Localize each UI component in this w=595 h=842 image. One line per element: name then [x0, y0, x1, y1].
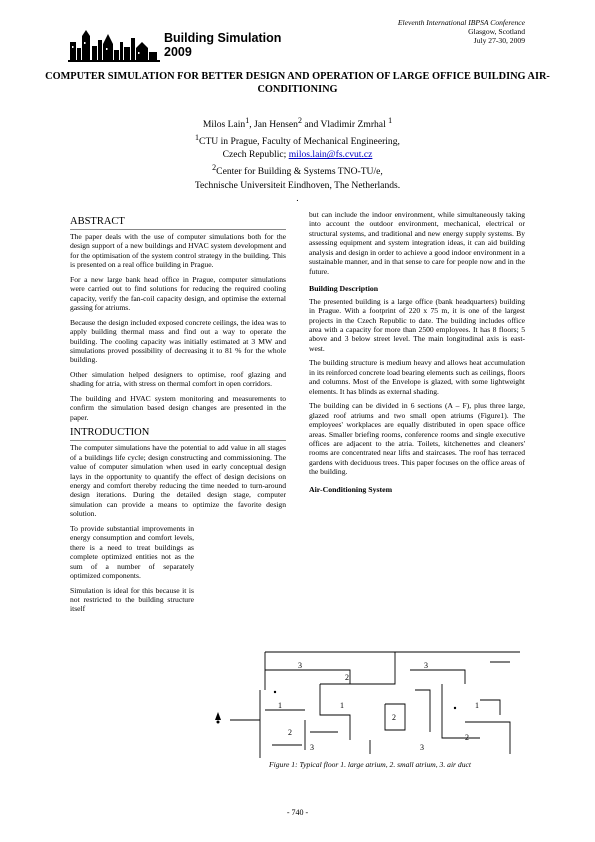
figure-caption: Figure 1: Typical floor 1. large atrium, 2. small atrium, 3. air duct: [268, 760, 471, 769]
paper-title: COMPUTER SIMULATION FOR BETTER DESIGN AND OPERATION OF LARGE OFFICE BUILDING AIR-CONDITIONING: [45, 71, 550, 95]
plan-label: 1: [475, 701, 479, 710]
author-dot: .: [296, 192, 299, 204]
building-description-heading: Building Description: [309, 284, 379, 294]
conference-dates: July 27-30, 2009: [473, 36, 525, 45]
air-conditioning-heading: Air-Conditioning System: [309, 484, 393, 494]
body-paragraph: The presented building is a large office (bank headquarters) building in Prague. With a footprint of 220 x 75 m, it is one of the largest projects in the Czech Republic to date. The building includes office area with a capacity for more than 2500 employees. It has 8 floors; 5 above and 3 below street level. The main longitudinal axis is east-west.: [309, 296, 525, 353]
affiliation-1-country: Czech Republic; milos.lain@fs.cvut.cz: [222, 149, 373, 161]
building-simulation-logo-icon: [68, 22, 308, 64]
introduction-paragraph: To provide substantial improvements in energy consumption and comfort levels, there is a need to treat buildings as complete optimized entities not as the sum of a number of separately optimized components.: [70, 523, 194, 581]
conference-header: [398, 18, 525, 45]
author-block: [60, 114, 535, 205]
abstract-paragraph: Other simulation helped designers to optimise, roof glazing and shading for atria, with stress on thermal comfort in open corridors.: [70, 369, 286, 389]
body-paragraph: but can include the indoor environment, while simultaneously taking into account the outdoor environment, mechanical, electrical or structural systems, and traditional and new energy supply systems. By assessing equipment and system integration ideas, it can aid building analysis and design in order to achieve a good indoor environment in a sustainable manner, and in that sense to care for people now and in the future.: [309, 210, 525, 276]
abstract-paragraph: The building and HVAC system monitoring and measurements to confirm the simulation based design changes are presented in the paper.: [70, 393, 286, 422]
plan-label: 2: [465, 733, 469, 742]
plan-label: 2: [345, 673, 349, 682]
plan-label: 3: [310, 743, 314, 752]
introduction-heading: INTRODUCTION: [70, 427, 286, 441]
conference-logo: [68, 22, 308, 64]
right-column: [309, 210, 525, 497]
affiliation-1: $^1$CTU in Prague, Faculty of Mechanical Engineering,: [195, 133, 400, 148]
page-number: - 740 -: [286, 808, 309, 817]
introduction-paragraph: The computer simulations have the potential to add value in all stages of a buildings life cycle; design constructing and commissioning. The value of computer simulation when used in early conceptual design lays in the opportunity to quantify the effect of design decisions on energy and comfort thereby reducing the time needed to turn-around design iterations. During the detailed design stage, computer simulation can provide a means to optimize the favorite design solution.: [70, 443, 286, 519]
abstract-paragraph: The paper deals with the use of computer simulations both for the design support of a new buildings and HVAC system development and for the optimisation of the system control strategy in the building. This is presented on a real office building in Prague.: [70, 232, 286, 270]
plan-label: 3: [298, 661, 302, 670]
plan-label: 3: [424, 661, 428, 670]
conference-location: Glasgow, Scotland: [468, 27, 525, 36]
floor-plan-drawing: [210, 650, 525, 758]
affiliation-2: $^2$Center for Building & Systems TNO-TU/e,: [212, 163, 383, 178]
conference-name: Eleventh International IBPSA Conference: [397, 18, 525, 27]
plan-label: 1: [278, 701, 282, 710]
body-paragraph: The building structure is medium heavy and allows heat accumulation in its reinforced concrete load bearing elements such as ceilings, floors and columns. Most of the Envelope is glazed, with some lightweight elements. It has blinds as external shading.: [309, 358, 525, 396]
svg-text:2009: 2009: [164, 45, 192, 59]
left-column: [70, 216, 286, 619]
email-link[interactable]: milos.lain@fs.cvut.cz: [288, 149, 373, 161]
author-names: Milos Lain$^1$, Jan Hensen$^2$ and Vladimir Zmrhal $^1$: [202, 116, 393, 131]
plan-label: 1: [340, 701, 344, 710]
floor-plan-figure: [210, 650, 525, 758]
abstract-paragraph: For a new large bank head office in Prague, computer simulations were carried out to find solutions for reducing the required cooling capacity, verify the fan-coil capacity design, and optimise the external gassing for atriums.: [70, 274, 286, 313]
svg-text:Building Simulation: Building Simulation: [164, 31, 282, 45]
affiliation-2-university: Technische Universiteit Eindhoven, The Netherlands.: [194, 179, 401, 191]
abstract-paragraph: Because the design included exposed concrete ceilings, the idea was to apply building thermal mass and find out a way to operate the building. The cooling capacity was initially estimated at 3 MW and simulations proved possibility of decreasing it to 81 % for the whole building.: [70, 317, 286, 365]
plan-label: 2: [392, 713, 396, 722]
body-paragraph: The building can be divided in 6 sections (A – F), plus three large, glazed roof atriums and two small open atriums (Figure1). The employees' workplaces are equally distributed in open space office areas. Smaller briefing rooms, conference rooms and single executive offices are adjacent to the atria. Toilets, kitchenettes and cleaners' rooms are concentrated near lifts and staircases. The roof has terraced gardens with deciduous trees. This paper focuses on the office areas of the building.: [309, 401, 525, 477]
abstract-heading: ABSTRACT: [70, 216, 286, 230]
introduction-paragraph: Simulation is ideal for this because it is not restricted to the building structure itself: [70, 585, 194, 614]
plan-label: 2: [288, 728, 292, 737]
plan-label: 3: [420, 743, 424, 752]
